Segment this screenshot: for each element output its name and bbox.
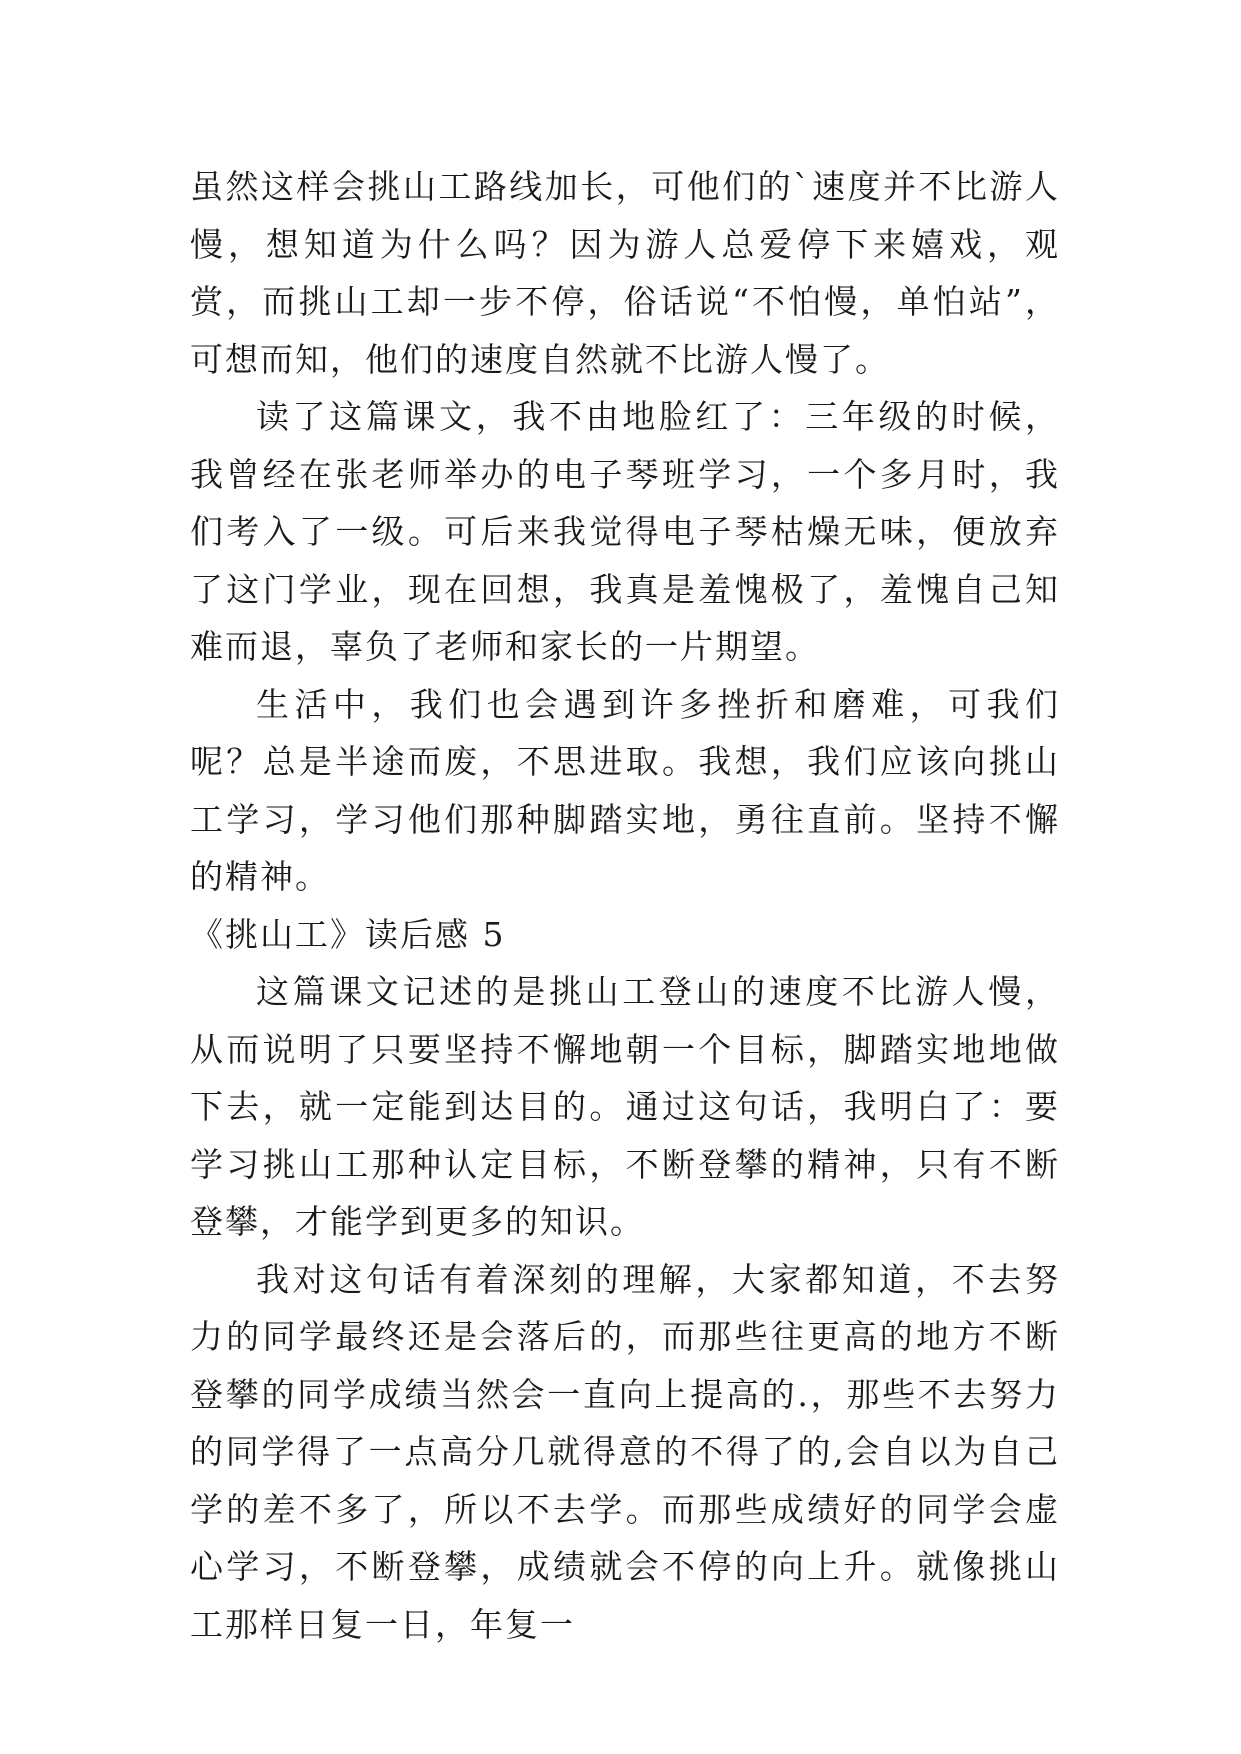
section-heading: 《挑山工》读后感 5 <box>190 914 506 954</box>
paragraph-4: 这篇课文记述的是挑山工登山的速度不比游人慢，从而说明了只要坚持不懈地朝一个目标，脚踏实地地做下去，就一定能到达目的。通过这句话，我明白了：要学习挑山工那种认定目标，不断登攀的精神，只有不断登攀，才能学到更多的知识。 <box>190 972 1060 1241</box>
paragraph-2: 读了这篇课文，我不由地脸红了：三年级的时候，我曾经在张老师举办的电子琴班学习，一个多月时，我们考入了一级。可后来我觉得电子琴枯燥无味，便放弃了这门学业，现在回想，我真是羞愧极了，羞愧自己知难而退，辜负了老师和家长的一片期望。 <box>190 397 1060 666</box>
paragraph-3: 生活中，我们也会遇到许多挫折和磨难，可我们呢？总是半途而废，不思进取。我想，我们应该向挑山工学习，学习他们那种脚踏实地，勇往直前。坚持不懈的精神。 <box>190 684 1060 896</box>
document-body <box>190 158 1060 1653</box>
paragraph-5: 我对这句话有着深刻的理解，大家都知道，不去努力的同学最终还是会落后的，而那些往更高的地方不断登攀的同学成绩当然会一直向上提高的.，那些不去努力的同学得了一点高分几就得意的不得了的,会自以为自己学的差不多了，所以不去学。而那些成绩好的同学会虚心学习，不断登攀，成绩就会不停的向上升。就像挑山工那样日复一日，年复一 <box>190 1259 1060 1644</box>
paragraph-1: 虽然这样会挑山工路线加长，可他们的`速度并不比游人慢，想知道为什么吗？因为游人总爱停下来嬉戏，观赏，而挑山工却一步不停，俗话说“不怕慢，单怕站”，可想而知，他们的速度自然就不比游人慢了。 <box>190 167 1060 379</box>
